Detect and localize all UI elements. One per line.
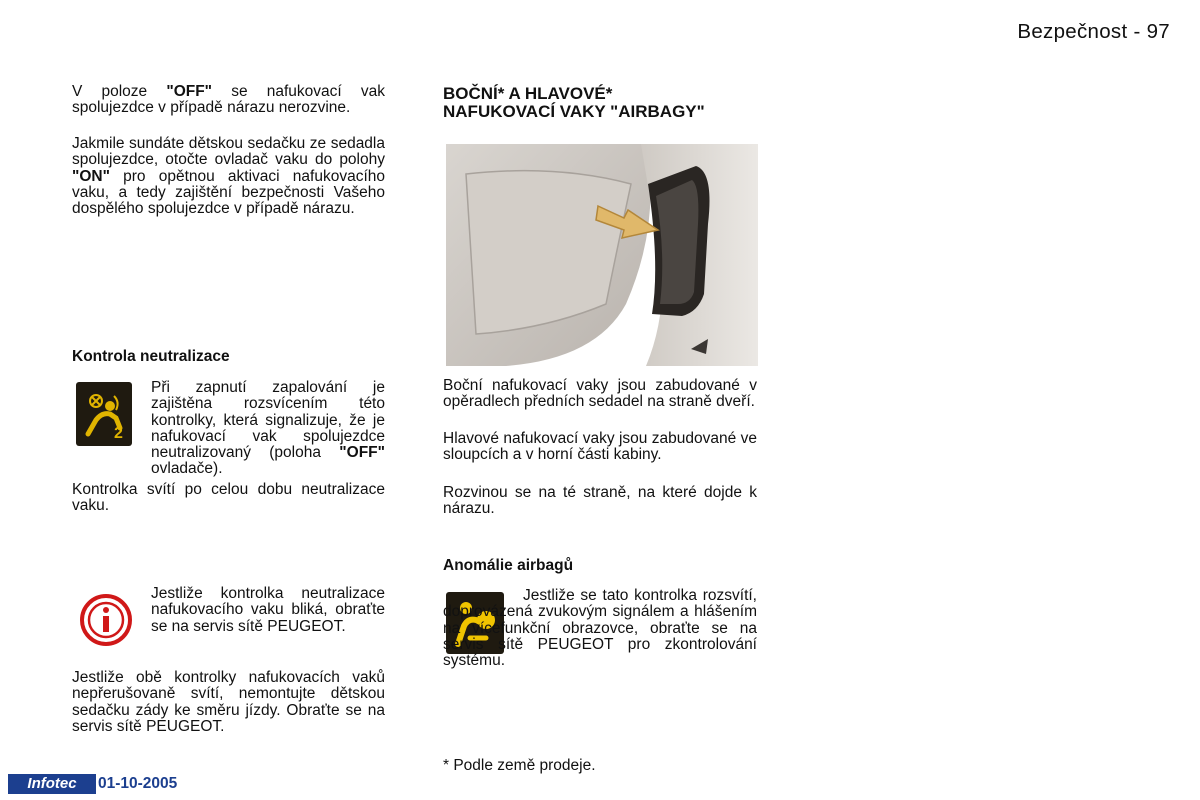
section-title-airbags-line1: BOČNÍ* A HLAVOVÉ* — [443, 84, 613, 103]
print-date: 01-10-2005 — [98, 775, 178, 792]
infotec-badge: Infotec — [8, 774, 96, 794]
seat-airbag-photo — [446, 144, 758, 366]
section-title-airbags-line2: NAFUKOVACÍ VAKY "AIRBAGY" — [443, 102, 705, 121]
svg-text:2: 2 — [114, 425, 123, 442]
anomaly-description-top: Jestliže se tato kontrolka rozsvítí, doprovázená zvukovým signálem a hlášením na vícefunkční obrazovce, obraťte se na servis sítě PEUGEOT pro zkontrolování systému. — [443, 587, 757, 670]
section-title-anomaly: Anomálie airbagů — [443, 557, 574, 574]
page-header: Bezpečnost - 97 — [1017, 20, 1170, 43]
warning-description: Jestliže kontrolka neutralizace nafukovacího vaku bliká, obraťte se na servis sítě PEUGEOT. — [151, 585, 385, 635]
paragraph-both-lights: Jestliže obě kontrolky nafukovacích vaků nepřerušovaně svítí, nemontujte dětskou sedačku zády ke směru jízdy. Obraťte se na servis sítě PEUGEOT. — [72, 669, 385, 735]
indicator-description: Při zapnutí zapalování je zajištěna rozsvícením této kontrolky, která signalizuje, že je nafukovací vak spolujezdce neutralizovaný (poloha "OFF" ovladače). — [151, 379, 385, 478]
paragraph-remove-child-seat: Jakmile sundáte dětskou sedačku ze sedadla spolujezdce, otočte ovladač vaku do polohy "ON" pro opětnou aktivaci nafukovacího vaku, a tedy zajištění bezpečnosti Vašeho dospělého spolujezdce v případě nárazu. — [72, 135, 385, 218]
section-title-neutralization: Kontrola neutralizace — [72, 348, 230, 365]
service-warning-icon — [78, 592, 134, 648]
footnote: * Podle země prodeje. — [443, 757, 596, 774]
paragraph-deploy-side: Rozvinou se na té straně, na které dojde k nárazu. — [443, 484, 757, 518]
paragraph-head-airbags: Hlavové nafukovací vaky jsou zabudované ve sloupcích a v horní části kabiny. — [443, 430, 757, 464]
paragraph-light-on: Kontrolka svítí po celou dobu neutralizace vaku. — [72, 481, 385, 515]
paragraph-side-airbags: Boční nafukovací vaky jsou zabudované v opěradlech předních sedadel na straně dveří. — [443, 377, 757, 411]
paragraph-off-position: V poloze "OFF" se nafukovací vak spolujezdce v případě nárazu nerozvine. — [72, 83, 385, 117]
airbag-off-icon — [76, 382, 132, 446]
